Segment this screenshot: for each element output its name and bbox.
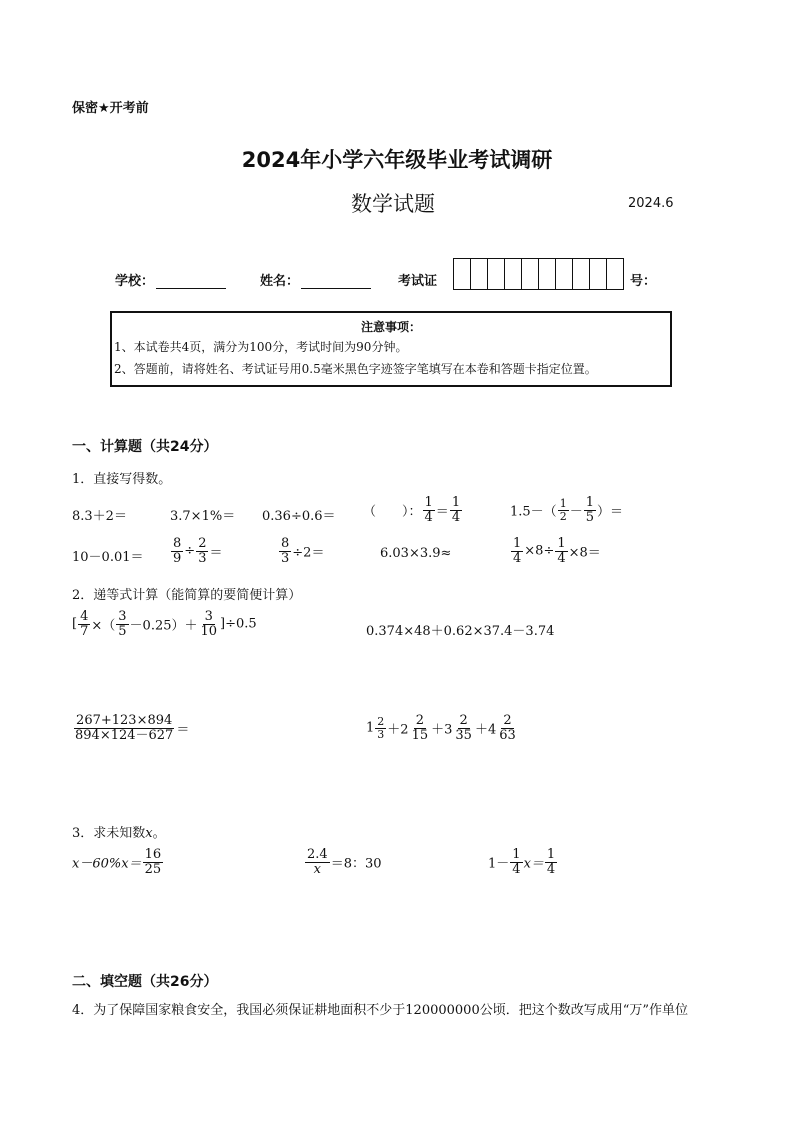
divide-sign: ÷ [184, 543, 196, 559]
number-label: 号： [630, 274, 657, 289]
equals-sign: ＝ [209, 545, 223, 561]
frac-denominator: 4 [451, 509, 461, 525]
question-4: 4．为了保障国家粮食安全，我国必须保证耕地面积不少于120000000公顷．把这个数改写成用“万”作单位 [72, 1003, 689, 1018]
name-blank[interactable] [301, 274, 371, 289]
frac-numerator: 2 [415, 713, 424, 728]
frac-denominator: 4 [546, 861, 556, 877]
exam-title: 2024年小学六年级毕业考试调研 [241, 148, 553, 172]
frac-denominator: 9 [173, 550, 182, 566]
exam-id-boxes[interactable] [453, 258, 624, 290]
expr-2: 0.374×48＋0.62×37.4－3.74 [366, 624, 555, 639]
mixed-whole: 1 [366, 720, 375, 736]
frac-numerator: 2 [377, 715, 385, 729]
name-label: 姓名： [260, 274, 300, 289]
exam-id-cell[interactable] [590, 259, 607, 289]
calc-1e [510, 496, 623, 524]
frac-numerator: 1 [559, 497, 567, 511]
section-2-title: 二、填空题（共26分） [72, 974, 218, 990]
exam-id-cell[interactable] [522, 259, 539, 289]
frac-denominator: 63 [499, 727, 516, 743]
calc-1d-prefix: （ ）： [363, 504, 422, 520]
frac-denominator: 5 [585, 509, 594, 525]
exam-id-label: 考试证 [398, 274, 438, 289]
equation-1-lhs: x－60%x＝ [72, 856, 142, 872]
frac-numerator: 2 [198, 536, 207, 551]
frac-denominator: 25 [144, 861, 162, 877]
expr-1 [72, 610, 257, 638]
question-2: 2．递等式计算（能简算的要简便计算） [72, 588, 302, 603]
frac-denominator: 4 [557, 550, 566, 566]
calc-1e-prefix: 1.5－（ [510, 504, 557, 520]
exam-id-cell[interactable] [471, 259, 488, 289]
frac-denominator: 5 [118, 623, 127, 639]
frac-denominator: 7 [80, 623, 89, 639]
calc-2d: 6.03×3.9≈ [380, 546, 452, 561]
calc-2e [510, 537, 601, 565]
frac-denominator: 15 [411, 727, 429, 743]
equation-3 [488, 848, 558, 876]
notice-box [110, 311, 672, 387]
equation-3-mid: x＝ [523, 856, 544, 872]
school-blank[interactable] [156, 274, 226, 289]
frac-numerator: 1 [424, 495, 433, 510]
calc-2b [170, 537, 222, 565]
frac-denominator: 35 [455, 727, 472, 743]
question-3-text: 3．求未知数 [72, 826, 146, 841]
frac-denominator: x [313, 861, 322, 877]
frac-denominator: 4 [424, 509, 433, 525]
frac-numerator: 4 [80, 609, 89, 624]
frac-numerator: 2.4 [307, 847, 328, 862]
calc-2e-mid: ×8÷ [524, 543, 555, 559]
frac-denominator: 2 [559, 509, 567, 523]
expr-1-mid: －0.25）＋ [129, 618, 198, 634]
frac-numerator: 16 [144, 847, 162, 862]
question-3-end: 。 [152, 826, 166, 841]
frac-numerator: 3 [118, 609, 127, 624]
unknown-variable: x [145, 826, 153, 841]
frac-numerator: 2 [503, 713, 512, 728]
name-field [260, 270, 371, 289]
calc-1e-suffix: ）＝ [596, 504, 623, 520]
calc-1b: 3.7×1%＝ [170, 509, 236, 524]
frac-numerator: 3 [204, 609, 213, 624]
frac-numerator: 1 [512, 847, 521, 862]
calc-1c: 0.36÷0.6＝ [262, 509, 336, 524]
school-field [115, 270, 226, 289]
frac-numerator: 1 [585, 495, 594, 510]
equation-2-rhs: ＝8：30 [330, 856, 382, 872]
frac-numerator: 8 [173, 536, 182, 551]
exam-id-cell[interactable] [556, 259, 573, 289]
notice-line-1: 1、本试卷共4页，满分为100分，考试时间为90分钟。 [114, 340, 408, 354]
question-3 [72, 822, 166, 841]
confidential-label: 保密★开考前 [72, 101, 149, 116]
equals-sign: ＝ [176, 722, 190, 738]
frac-denominator: 10 [200, 623, 218, 639]
equation-2 [304, 848, 382, 876]
expr-1-end: ]÷0.5 [220, 616, 257, 632]
bracket-open: [ [72, 616, 78, 632]
minus-sign: － [569, 504, 583, 520]
exam-subtitle: 数学试题 [351, 192, 435, 216]
calc-2c-rest: ÷2＝ [292, 545, 325, 561]
times-paren: ×（ [91, 618, 116, 634]
frac-denominator: 4 [513, 550, 522, 566]
frac-numerator: 1 [546, 847, 556, 862]
expr-4 [366, 714, 519, 742]
calc-1d [363, 496, 463, 524]
calc-1a: 8.3＋2＝ [72, 509, 127, 524]
calc-2c [278, 537, 324, 565]
exam-id-cell[interactable] [454, 259, 471, 289]
frac-denominator: 3 [281, 550, 290, 566]
frac-numerator: 267+123×894 [76, 713, 173, 728]
plus-whole: ＋2 [387, 722, 409, 738]
calc-2a: 10－0.01＝ [72, 550, 144, 565]
equals-sign: ＝ [435, 504, 449, 520]
expr-3 [72, 714, 189, 742]
frac-denominator: 3 [377, 727, 385, 741]
section-1-title: 一、计算题（共24分） [72, 439, 218, 455]
school-label: 学校： [115, 274, 155, 289]
frac-numerator: 8 [281, 536, 290, 551]
frac-numerator: 1 [513, 536, 522, 551]
frac-numerator: 2 [459, 713, 468, 728]
frac-numerator: 1 [557, 536, 566, 551]
exam-date: 2024.6 [628, 196, 674, 211]
exam-id-cell[interactable] [607, 259, 623, 289]
exam-id-cell[interactable] [505, 259, 522, 289]
notice-title: 注意事项： [360, 320, 421, 334]
plus-whole: ＋3 [431, 722, 453, 738]
frac-denominator: 894×124－627 [75, 727, 174, 743]
exam-id-cell[interactable] [573, 259, 590, 289]
equation-1 [72, 848, 164, 876]
exam-id-cell[interactable] [488, 259, 505, 289]
notice-line-2: 2、答题前，请将姓名、考试证号用0.5毫米黑色字迹签字笔填写在本卷和答题卡指定位置。 [114, 362, 597, 376]
frac-denominator: 3 [198, 550, 207, 566]
calc-2e-end: ×8＝ [568, 545, 601, 561]
question-1: 1．直接写得数。 [72, 472, 172, 487]
frac-numerator: 1 [451, 495, 461, 510]
frac-denominator: 4 [512, 861, 521, 877]
plus-whole: ＋4 [474, 722, 497, 738]
equation-3-pre: 1－ [488, 856, 510, 872]
exam-id-cell[interactable] [539, 259, 556, 289]
